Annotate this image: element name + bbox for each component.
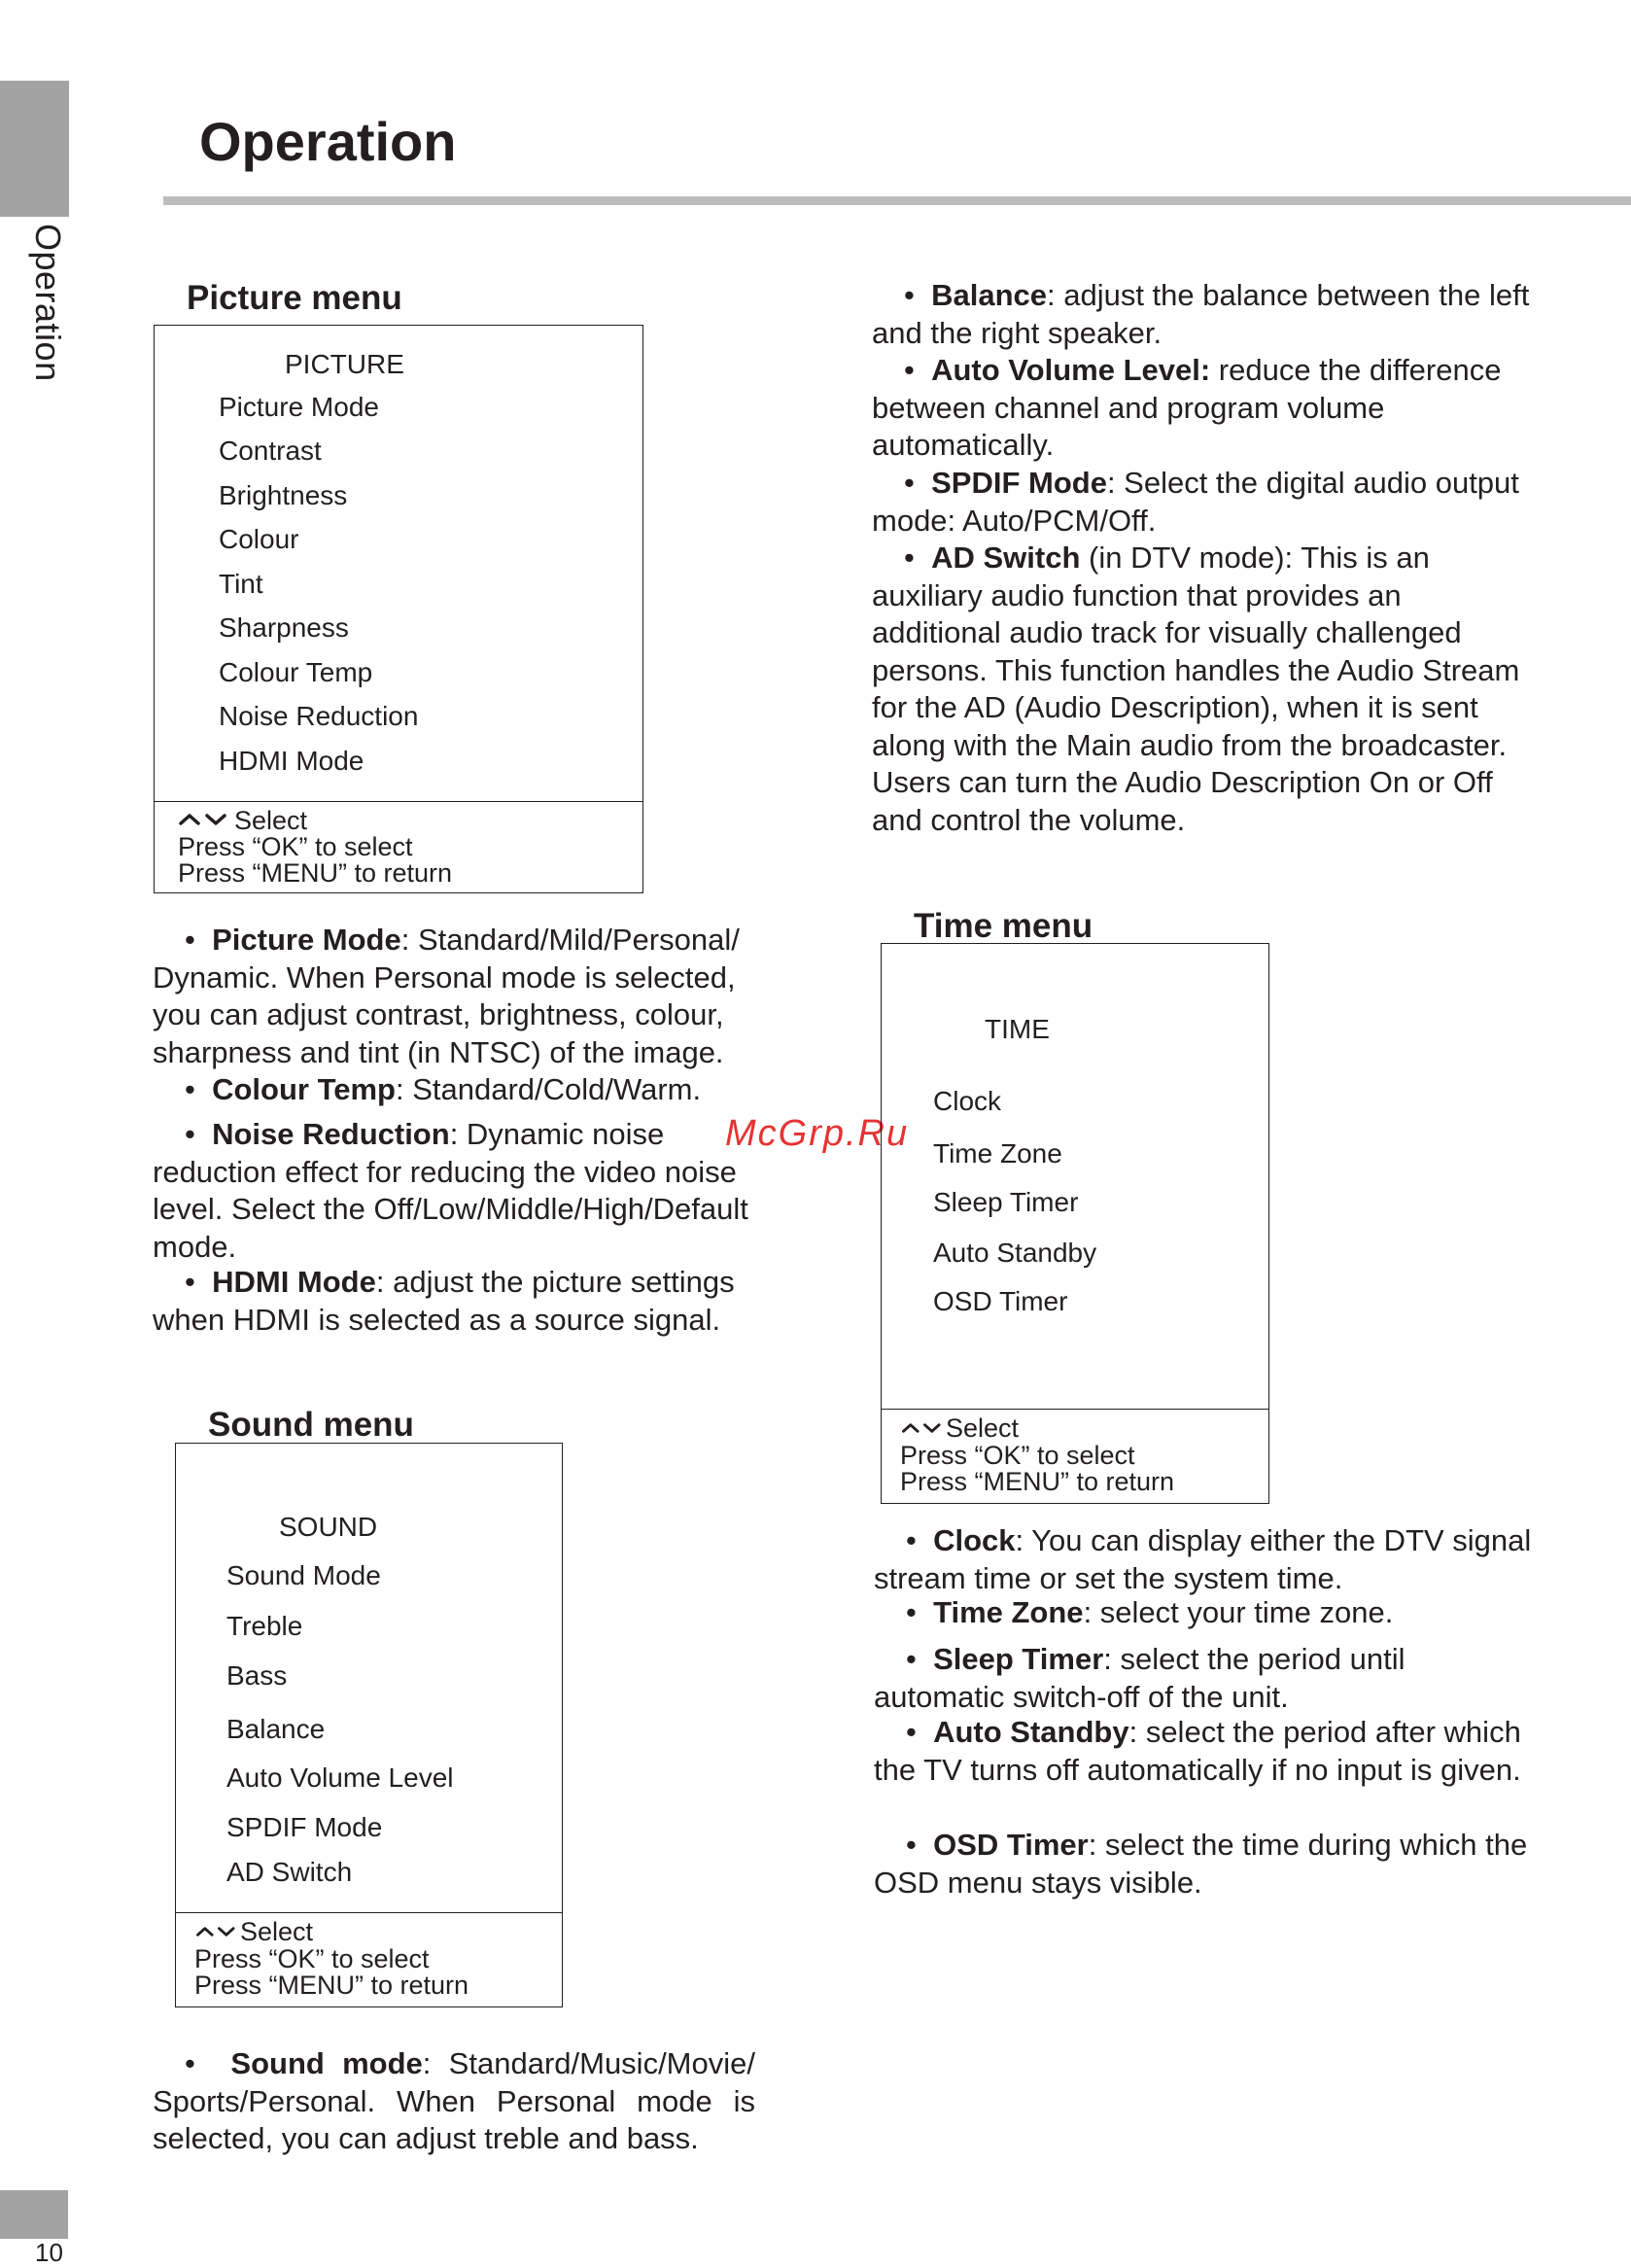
footer-select-label: Select	[240, 1917, 314, 1946]
clock-desc: • Clock: You can display either the DTV signal stream time or set the system time.	[874, 1523, 1532, 1595]
footer-select-label: Select	[234, 806, 308, 835]
desc-text: : select the period after which the TV turns off automatically if no input is given.	[874, 1715, 1521, 1787]
side-tab-block	[0, 81, 69, 217]
sound-menu-item: Treble	[226, 1611, 303, 1641]
picture-menu-box	[154, 325, 643, 893]
hdmi-mode-desc: • HDMI Mode: adjust the picture settings when HDMI is selected as a source signal.	[153, 1265, 735, 1337]
picture-menu-footer	[155, 801, 642, 892]
time-menu-heading: Time menu	[914, 907, 1093, 945]
page-number-block	[0, 2190, 68, 2239]
watermark: McGrp.Ru	[725, 1113, 910, 1154]
desc-text: : select your time zone.	[1083, 1595, 1394, 1629]
sound-menu-item: Bass	[226, 1660, 288, 1691]
sound-mode-desc: • Sound mode: Standard/Music/Movie/ Sports/Personal. When Personal mode is selected, you can adjust treble and bass.	[153, 2046, 755, 2155]
desc-text: : Standard/Cold/Warm.	[395, 1072, 702, 1106]
up-down-arrows-icon	[195, 1925, 238, 1938]
time-menu-item: Auto Standby	[933, 1238, 1097, 1268]
time-menu-footer	[882, 1409, 1268, 1503]
desc-text: (in DTV mode): This is an auxiliary audio function that provides an additional audio track for visually challenged persons. This function handles the Audio Stream for the AD (Audio Description), when it is sent along with the Main audio from the broadcaster. Users can turn the Audio Description On or Off and control the volume.	[872, 541, 1520, 837]
footer-ok-hint: Press “OK” to select	[194, 1944, 430, 1973]
sound-menu-item: Sound Mode	[226, 1560, 381, 1590]
sound-menu-box	[175, 1443, 563, 2007]
footer-menu-hint: Press “MENU” to return	[900, 1467, 1175, 1496]
sleep-timer-desc: • Sleep Timer: select the period until automatic switch-off of the unit.	[874, 1642, 1405, 1714]
osd-timer-desc: • OSD Timer: select the time during which the OSD menu stays visible.	[874, 1828, 1528, 1900]
desc-text: : You can display either the DTV signal stream time or set the system time.	[874, 1523, 1532, 1595]
desc-term: HDMI Mode	[212, 1265, 376, 1299]
picture-menu-item: Sharpness	[219, 612, 349, 643]
desc-text: reduce the difference between channel and program volume automatically.	[872, 353, 1502, 462]
desc-term: Sleep Timer	[933, 1642, 1104, 1676]
sound-menu-footer	[176, 1912, 562, 2006]
desc-text: : Standard/Mild/Personal/ Dynamic. When Personal mode is selected, you can adjust contrast, brightness, colour, sharpness and tint (in NTSC) of the image.	[153, 923, 740, 1069]
desc-term: Sound mode	[230, 2046, 423, 2080]
desc-text: : Dynamic noise reduction effect for reducing the video noise level. Select the Off/Low/Middle/High/Default mode.	[153, 1117, 748, 1264]
picture-menu-item: Colour	[219, 524, 299, 554]
balance-desc: • Balance: adjust the balance between the left and the right speaker.	[872, 278, 1530, 350]
auto-volume-desc: • Auto Volume Level: reduce the difference between channel and program volume automatically.	[872, 353, 1502, 462]
sound-menu-item: Balance	[226, 1714, 326, 1744]
desc-text: : Standard/Music/Movie/ Sports/Personal. When Personal mode is selected, you can adjust treble and bass.	[153, 2046, 755, 2155]
footer-ok-hint: Press “OK” to select	[178, 832, 413, 861]
title-rule	[163, 196, 1631, 205]
desc-term: Colour Temp	[212, 1072, 396, 1106]
time-menu-item: Time Zone	[933, 1138, 1062, 1169]
desc-text: : Select the digital audio output mode: Auto/PCM/Off.	[872, 466, 1519, 538]
desc-text: : adjust the picture settings when HDMI is selected as a source signal.	[153, 1265, 735, 1337]
ad-switch-desc: • AD Switch (in DTV mode): This is an auxiliary audio function that provides an additional audio track for visually challenged persons. This function handles the Audio Stream for the AD (Audio Description), when it is sent along with the Main audio from the broadcaster. Users can turn the Audio Description On or Off and control the volume.	[872, 541, 1520, 837]
picture-menu-item: HDMI Mode	[219, 746, 364, 776]
page-number: 10	[35, 2238, 63, 2267]
noise-reduction-desc: • Noise Reduction: Dynamic noise reduction effect for reducing the video noise level. Select the Off/Low/Middle/High/Default mode.	[153, 1117, 748, 1264]
time-menu-item: OSD Timer	[933, 1286, 1068, 1316]
picture-menu-title: PICTURE	[285, 349, 404, 379]
side-tab-label: Operation	[28, 224, 68, 382]
sound-menu-item: AD Switch	[226, 1857, 353, 1887]
picture-menu-item: Tint	[219, 569, 263, 599]
desc-term: Auto Standby	[933, 1715, 1129, 1749]
up-down-arrows-icon	[901, 1421, 944, 1435]
desc-text: : select the time during which the OSD menu stays visible.	[874, 1828, 1528, 1900]
footer-ok-hint: Press “OK” to select	[900, 1441, 1135, 1470]
footer-menu-hint: Press “MENU” to return	[194, 1971, 469, 2000]
desc-text: : select the period until automatic switch-off of the unit.	[874, 1642, 1405, 1714]
up-down-arrows-icon	[178, 812, 230, 827]
colour-temp-desc: • Colour Temp: Standard/Cold/Warm.	[185, 1072, 702, 1106]
desc-term: Picture Mode	[212, 923, 401, 957]
sound-menu-item: SPDIF Mode	[226, 1812, 383, 1842]
desc-term: SPDIF Mode	[931, 466, 1107, 500]
desc-term: OSD Timer	[933, 1828, 1089, 1862]
picture-menu-item: Colour Temp	[219, 657, 373, 687]
desc-text: : adjust the balance between the left and the right speaker.	[872, 278, 1530, 350]
desc-term: Clock	[933, 1523, 1016, 1557]
spdif-mode-desc: • SPDIF Mode: Select the digital audio output mode: Auto/PCM/Off.	[872, 466, 1519, 538]
picture-menu-item: Picture Mode	[219, 392, 379, 422]
desc-term: AD Switch	[931, 541, 1081, 575]
page-title: Operation	[199, 111, 457, 172]
sound-menu-title: SOUND	[279, 1512, 378, 1542]
footer-select-label: Select	[946, 1413, 1020, 1443]
sound-menu-item: Auto Volume Level	[226, 1762, 454, 1793]
desc-term: Auto Volume Level:	[931, 353, 1211, 387]
time-menu-title: TIME	[985, 1014, 1050, 1044]
picture-menu-item: Brightness	[219, 480, 348, 510]
sound-menu-heading: Sound menu	[208, 1406, 414, 1444]
desc-term: Noise Reduction	[212, 1117, 450, 1151]
time-zone-desc: • Time Zone: select your time zone.	[906, 1595, 1394, 1629]
desc-term: Time Zone	[933, 1595, 1084, 1629]
picture-menu-item: Contrast	[219, 436, 322, 466]
auto-standby-desc: • Auto Standby: select the period after which the TV turns off automatically if no input is given.	[874, 1715, 1521, 1787]
picture-menu-item: Noise Reduction	[219, 701, 419, 731]
picture-mode-desc: • Picture Mode: Standard/Mild/Personal/ Dynamic. When Personal mode is selected, you can adjust contrast, brightness, colour, sharpness and tint (in NTSC) of the image.	[153, 923, 740, 1069]
picture-menu-heading: Picture menu	[187, 279, 402, 317]
time-menu-box	[881, 943, 1269, 1504]
time-menu-item: Clock	[933, 1086, 1002, 1116]
desc-term: Balance	[931, 278, 1047, 312]
footer-menu-hint: Press “MENU” to return	[178, 858, 453, 888]
time-menu-item: Sleep Timer	[933, 1187, 1079, 1217]
